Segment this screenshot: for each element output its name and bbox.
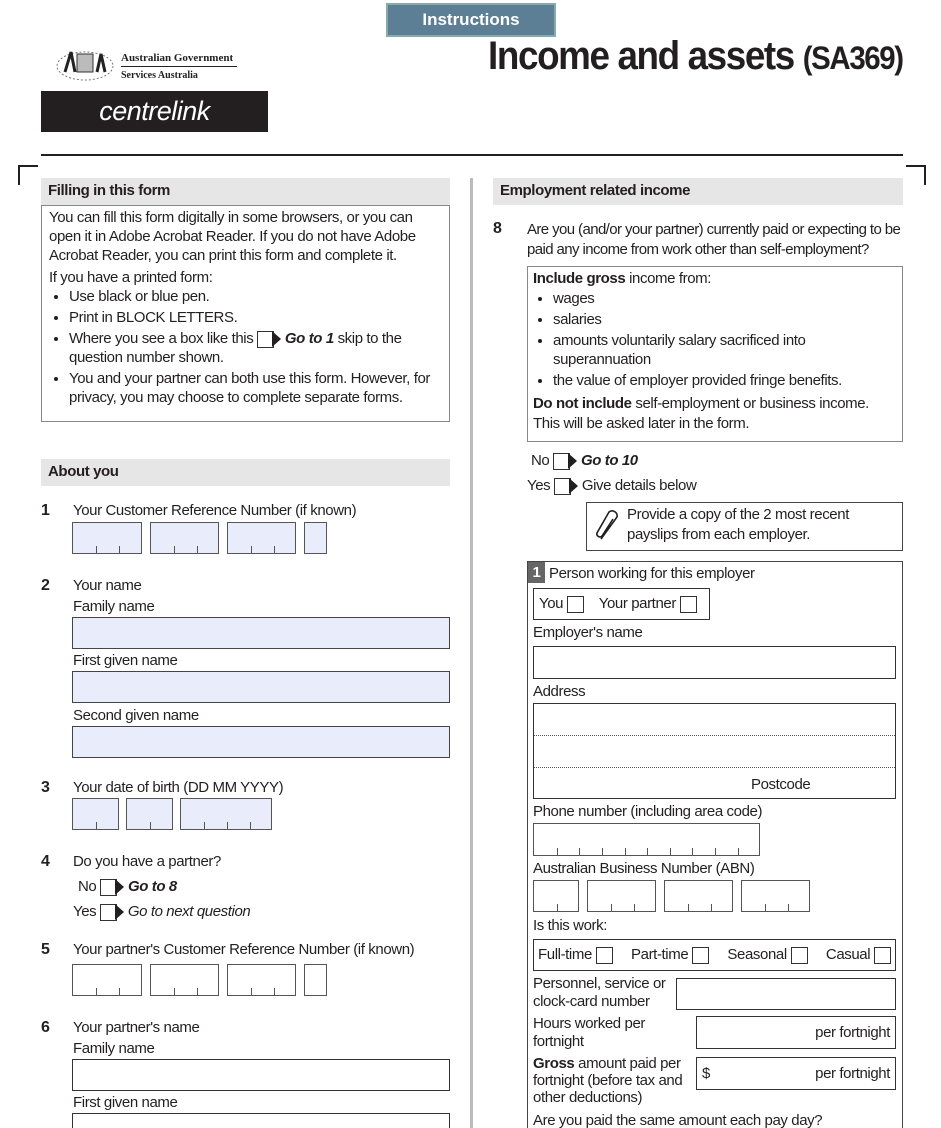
text	[534, 735, 895, 736]
comb-divider	[197, 546, 198, 553]
paperclip-icon	[593, 509, 623, 549]
comb-divider	[602, 848, 603, 855]
q8-number: 8	[493, 220, 502, 237]
text	[72, 798, 119, 830]
employer-name-input[interactable]	[533, 646, 896, 679]
filling-printed: If you have a printed form:	[49, 269, 213, 286]
q5-label: Your partner's Customer Reference Number (if known)	[73, 941, 415, 958]
same-amount-label: Are you paid the same amount each pay day?	[533, 1112, 823, 1128]
q5-number: 5	[41, 941, 50, 958]
comb-divider	[788, 904, 789, 911]
text	[150, 964, 219, 996]
personnel-input[interactable]	[676, 978, 896, 1010]
text	[150, 522, 219, 554]
q2-number: 2	[41, 577, 50, 594]
comb-divider	[557, 848, 558, 855]
comb-divider	[715, 848, 716, 855]
text	[304, 964, 327, 996]
abn-label: Australian Business Number (ABN)	[533, 860, 755, 877]
q4-number: 4	[41, 853, 50, 870]
text	[741, 880, 810, 912]
text: Seasonal	[727, 946, 787, 963]
partner-family-label: Family name	[73, 1040, 155, 1057]
casual-option[interactable]	[826, 946, 891, 964]
gross-input[interactable]	[696, 1057, 896, 1090]
comb-divider	[625, 848, 626, 855]
gross-label	[533, 1055, 698, 1106]
per-fortnight-label: per fortnight	[815, 1065, 890, 1082]
text: Do not include	[533, 395, 632, 412]
comb-divider	[204, 822, 205, 829]
title-text: Income and assets	[488, 34, 795, 78]
text	[533, 880, 579, 912]
text	[49, 287, 442, 407]
text: skip to the question number shown.	[69, 330, 402, 366]
comb-divider	[251, 546, 252, 553]
q6-number: 6	[41, 1019, 50, 1036]
q1-number: 1	[41, 502, 50, 519]
employer-section-title: Person working for this employer	[549, 565, 755, 582]
comb-divider	[579, 848, 580, 855]
address-label: Address	[533, 683, 586, 700]
checkbox	[692, 947, 709, 964]
crop-mark-right	[906, 165, 926, 185]
text: Include gross	[533, 270, 626, 287]
text	[587, 880, 656, 912]
person-selector	[533, 588, 710, 620]
comb-divider	[274, 988, 275, 995]
comb-divider	[227, 822, 228, 829]
postcode-label: Postcode	[751, 776, 811, 793]
comb-divider	[692, 848, 693, 855]
text: You	[539, 595, 564, 612]
page-title	[488, 34, 903, 79]
column-divider	[470, 178, 473, 1128]
payslip-note	[586, 502, 903, 551]
text: Yes	[527, 477, 551, 494]
address-input[interactable]	[533, 703, 896, 799]
checkbox	[874, 947, 891, 964]
text: amount paid per fortnight (before tax and other deductions)	[533, 1055, 683, 1106]
text: No	[531, 452, 550, 469]
arrow-icon	[115, 879, 124, 895]
text: Full-time	[538, 946, 592, 963]
arrow-icon	[115, 904, 124, 920]
partner-first-input[interactable]	[72, 1113, 450, 1128]
bullet: • You and your partner can both use this form. However, for privacy, you may choose to complete separate forms.	[69, 369, 442, 407]
comb-divider	[670, 848, 671, 855]
comb-divider	[274, 546, 275, 553]
text	[72, 522, 142, 554]
abn-input[interactable]	[533, 880, 810, 912]
text	[581, 452, 638, 469]
filling-box	[41, 205, 450, 422]
bullet: • Print in BLOCK LETTERS.	[69, 308, 442, 327]
text: Go to 8	[127, 878, 177, 895]
q3-number: 3	[41, 779, 50, 796]
text	[304, 522, 327, 554]
comb-divider	[96, 822, 97, 829]
partner-yes-option[interactable]	[73, 903, 250, 921]
comb-divider	[634, 904, 635, 911]
q8-label: Are you (and/or your partner) currently paid or expecting to be paid any income from work other than self-employment?	[527, 221, 901, 258]
filling-intro: You can fill this form digitally in some browsers, or you can open it in Adobe Acrobat Reader. If you do not have Adobe Acrobat Reader, you can print this form and complete it.	[49, 209, 416, 264]
text: Yes	[73, 903, 97, 920]
family-name-label: Family name	[73, 598, 155, 615]
q1-label: Your Customer Reference Number (if known)	[73, 502, 357, 519]
employment-heading: Employment related income	[493, 178, 903, 205]
coat-of-arms-icon	[55, 42, 115, 84]
first-name-label: First given name	[73, 652, 178, 669]
arrow-icon	[568, 453, 577, 469]
gov-name: Australian Government	[121, 52, 237, 67]
partner-first-label: First given name	[73, 1094, 178, 1111]
hours-label: Hours worked per fortnight	[533, 1015, 645, 1050]
text: Where you see a box like this	[69, 330, 254, 347]
comb-divider	[765, 904, 766, 911]
text	[227, 964, 296, 996]
arrow-icon	[569, 478, 578, 494]
bullet: • wages	[553, 289, 897, 308]
family-name-input[interactable]	[72, 617, 450, 649]
include-box	[527, 266, 903, 442]
text	[533, 269, 897, 289]
text: income from:	[629, 270, 711, 287]
employment-yes-option[interactable]	[527, 477, 696, 495]
bullet: • salaries	[553, 310, 897, 329]
work-type-selector	[533, 939, 896, 971]
text: Go to 1	[284, 330, 334, 347]
comb-divider	[174, 988, 175, 995]
comb-divider	[96, 546, 97, 553]
comb-divider	[557, 904, 558, 911]
employer-name-label: Employer's name	[533, 624, 643, 641]
q3-label: Your date of birth (DD MM YYYY)	[73, 779, 284, 796]
text	[72, 964, 142, 996]
header-divider	[41, 154, 903, 156]
text: No	[78, 878, 97, 895]
partner-family-input[interactable]	[72, 1059, 450, 1091]
bullet	[69, 329, 442, 367]
text: Your partner	[598, 595, 676, 612]
text: Give details below	[581, 477, 697, 494]
about-heading: About you	[41, 459, 450, 486]
dob-input[interactable]	[72, 798, 272, 830]
text	[180, 798, 272, 830]
comb-divider	[96, 988, 97, 995]
arrow-icon	[272, 331, 281, 347]
partner-crn-input[interactable]	[72, 964, 327, 996]
second-name-label: Second given name	[73, 707, 199, 724]
text: self-employment or business income. This will be asked later in the form.	[533, 395, 869, 432]
checkbox	[596, 947, 613, 964]
crn-input[interactable]	[72, 522, 327, 554]
comb-divider	[174, 546, 175, 553]
phone-input[interactable]	[533, 823, 760, 856]
text: Part-time	[631, 946, 689, 963]
text	[533, 394, 897, 434]
text	[285, 330, 334, 347]
comb-divider	[647, 848, 648, 855]
instructions-button[interactable]: Instructions	[386, 3, 556, 37]
text	[533, 289, 897, 390]
checkbox	[791, 947, 808, 964]
text: Go to 10	[580, 452, 638, 469]
comb-divider	[251, 988, 252, 995]
q4-label: Do you have a partner?	[73, 853, 221, 870]
partner-no-option[interactable]	[78, 878, 177, 896]
text: Casual	[825, 946, 871, 963]
dollar-label: $	[702, 1065, 710, 1082]
full-time-option[interactable]	[538, 946, 613, 964]
text: Go to next question	[127, 903, 251, 920]
text	[126, 798, 173, 830]
crop-mark-left	[18, 165, 38, 185]
text: Provide a copy of the 2 most recent payslips from each employer.	[627, 506, 849, 543]
work-type-label: Is this work:	[533, 917, 607, 934]
comb-divider	[197, 988, 198, 995]
text	[55, 42, 115, 84]
text	[77, 54, 93, 72]
comb-divider	[611, 904, 612, 911]
text	[593, 509, 623, 543]
employment-no-option[interactable]	[531, 452, 638, 470]
comb-divider	[711, 904, 712, 911]
second-name-input[interactable]	[72, 726, 450, 758]
comb-divider	[119, 988, 120, 995]
personnel-label: Personnel, service or clock-card number	[533, 975, 666, 1010]
text	[534, 767, 895, 768]
first-name-input[interactable]	[72, 671, 450, 703]
comb-divider	[119, 546, 120, 553]
centrelink-logo: centrelink	[41, 91, 268, 132]
phone-label: Phone number (including area code)	[533, 803, 763, 820]
text	[128, 878, 177, 895]
comb-divider	[738, 848, 739, 855]
partner-checkbox[interactable]	[680, 596, 697, 613]
text	[664, 880, 733, 912]
hours-input[interactable]	[696, 1016, 896, 1049]
part-time-option[interactable]	[631, 946, 709, 964]
you-checkbox[interactable]	[567, 596, 584, 613]
text	[597, 511, 617, 539]
comb-divider	[250, 822, 251, 829]
comb-divider	[150, 822, 151, 829]
agency-name: Services Australia	[121, 70, 198, 81]
q2-label: Your name	[73, 577, 142, 594]
employer-number: 1	[528, 562, 545, 583]
bullet: • amounts voluntarily salary sacrificed into superannuation	[553, 331, 897, 369]
bullet: • the value of employer provided fringe benefits.	[553, 371, 897, 390]
q6-label: Your partner's name	[73, 1019, 200, 1036]
form-code: (SA369)	[803, 40, 903, 76]
seasonal-option[interactable]	[727, 946, 807, 964]
text: Gross	[533, 1055, 575, 1072]
filling-heading: Filling in this form	[41, 178, 450, 205]
text	[227, 522, 296, 554]
per-fortnight-label: per fortnight	[815, 1024, 890, 1041]
bullet: • Use black or blue pen.	[69, 287, 442, 306]
comb-divider	[688, 904, 689, 911]
